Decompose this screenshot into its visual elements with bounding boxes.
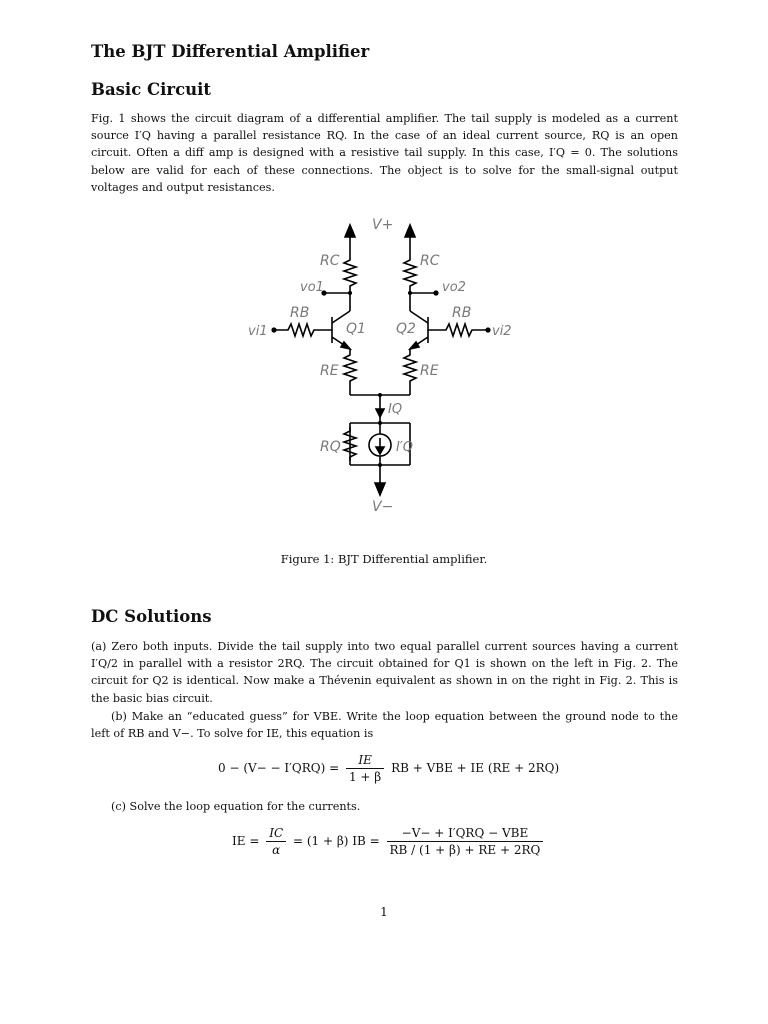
eq2-mid: = (1 + β) IB = — [292, 834, 380, 848]
label-vo1: vo1 — [300, 280, 324, 295]
eq2-f2-den: RB / (1 + β) + RE + 2RQ — [389, 843, 541, 857]
eq2-fraction-1 — [266, 826, 286, 857]
figure-caption: Figure 1: BJT Differential amplifier. — [280, 552, 488, 566]
label-rb-right: RB — [452, 305, 472, 321]
label-rb-left: RB — [290, 305, 310, 321]
page-number: 1 — [380, 905, 388, 919]
circuit-diagram — [240, 205, 530, 515]
section-heading-dc-solutions: DC Solutions — [91, 607, 212, 626]
label-vminus: V− — [372, 499, 394, 515]
eq1-lhs: 0 − (V− − I′QRQ) = — [218, 761, 340, 775]
label-q2: Q2 — [396, 321, 416, 337]
paragraph-b: (b) Make an “educated guess” for VBE. Write the loop equation between the ground node to the left of RB and V−. To solve for IE, this equation is — [91, 710, 678, 741]
label-re-left: RE — [320, 363, 339, 379]
intro-paragraph: Fig. 1 shows the circuit diagram of a differential amplifier. The tail supply is modeled as a current source I′Q having a parallel resistance RQ. In the case of an ideal current source, RQ is an open circuit. Often a diff amp is designed with a resistive tail supply. In this case, I′Q = 0. The solutions below are valid for each of these connections. The object is to solve for the small-signal output voltages and output resistances. — [91, 112, 678, 194]
label-vi1: vi1 — [248, 324, 268, 339]
paragraph-c: (c) Solve the loop equation for the currents. — [111, 800, 361, 813]
label-rc-right: RC — [420, 253, 440, 269]
eq1-frac-den: 1 + β — [348, 770, 382, 784]
label-q1: Q1 — [346, 321, 366, 337]
label-iq: IQ — [388, 402, 403, 417]
eq2-fraction-2 — [387, 826, 544, 857]
label-vi2: vi2 — [492, 324, 512, 339]
eq2-f1-den: α — [272, 843, 281, 857]
eq1-frac-num: IE — [346, 753, 384, 769]
paragraph-a: (a) Zero both inputs. Divide the tail supply into two equal parallel current sources having a current I′Q/2 in parallel with a resistor 2RQ. The circuit obtained for Q1 is shown on the left in Fig. 2. The circuit for Q2 is identical. Now make a Thévenin equivalent as shown in on the right in Fig. 2. This is the basic bias circuit. — [91, 640, 678, 705]
label-vplus: V+ — [372, 217, 394, 233]
label-iq-prime: I′Q — [396, 440, 414, 455]
eq2-lhs: IE = — [232, 834, 260, 848]
section-heading-basic-circuit: Basic Circuit — [91, 80, 212, 99]
eq1-fraction — [346, 753, 384, 784]
label-rc-left: RC — [320, 253, 340, 269]
label-vo2: vo2 — [442, 280, 466, 295]
eq1-rhs: RB + VBE + IE (RE + 2RQ) — [391, 761, 560, 775]
eq2-f2-num: −V− + I′QRQ − VBE — [387, 826, 544, 842]
equation-loop — [218, 753, 559, 784]
label-rq: RQ — [320, 439, 341, 455]
label-re-right: RE — [420, 363, 439, 379]
document-title: The BJT Differential Amplifier — [91, 42, 370, 61]
eq2-f1-num: IC — [266, 826, 286, 842]
equation-currents — [232, 826, 546, 857]
